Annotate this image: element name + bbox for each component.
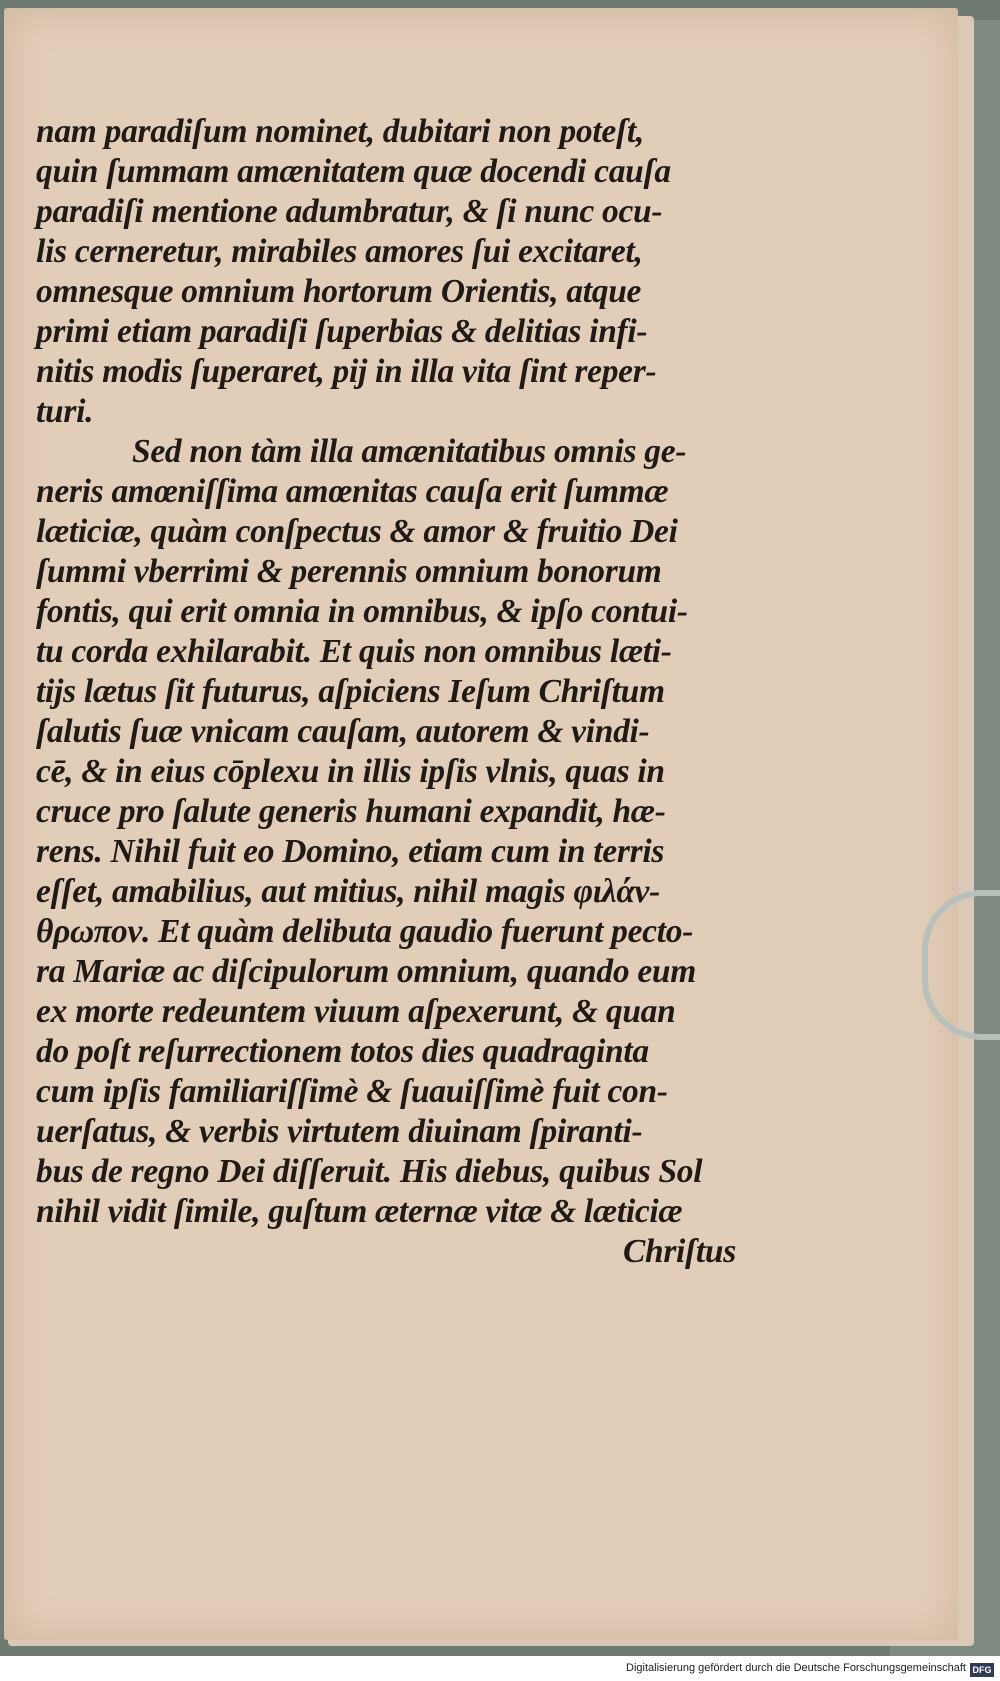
text-line: bus de regno Dei diſſeruit. His diebus, quibus Sol <box>36 1153 703 1190</box>
text-line: quin ſummam amænitatem quæ docendi cauſa <box>36 153 671 190</box>
text-line: uerſatus, & verbis virtutem diuinam ſpiranti- <box>36 1113 643 1150</box>
text-line: Sed non tàm illa amænitatibus omnis ge- <box>132 433 687 470</box>
text-line: cruce pro ſalute generis humani expandit, hæ- <box>36 793 666 830</box>
text-line: tijs lætus ſit futurus, aſpiciens Ieſum Chriſtum <box>36 673 665 710</box>
text-line: ſalutis ſuæ vnicam cauſam, autorem & vindi- <box>36 713 650 750</box>
text-line: rens. Nihil fuit eo Domino, etiam cum in terris <box>36 833 665 870</box>
text-line: ex morte redeuntem viuum aſpexerunt, & quan <box>36 993 676 1030</box>
text-line: cum ipſis familiariſſimè & ſuauiſſimè fuit con- <box>36 1073 668 1110</box>
catchword: Chriſtus <box>622 1233 736 1270</box>
text-line: do poſt reſurrectionem totos dies quadraginta <box>36 1033 649 1070</box>
text-line: læticiæ, quàm conſpectus & amor & fruitio Dei <box>36 513 678 550</box>
text-line: θρωπον. Et quàm delibuta gaudio fuerunt pecto- <box>36 913 694 950</box>
text-line: ra Mariæ ac diſcipulorum omnium, quando eum <box>36 953 697 990</box>
text-line: nihil vidit ſimile, guſtum æternæ vitæ & læticiæ <box>36 1193 683 1230</box>
text-line: lis cerneretur, mirabiles amores ſui excitaret, <box>36 233 643 270</box>
text-line: nitis modis ſuperaret, pij in illa vita ſint reper- <box>36 353 657 390</box>
text-line: eſſet, amabilius, aut mitius, nihil magis φιλάν- <box>36 873 660 910</box>
text-line: primi etiam paradiſi ſuperbias & delitias infi- <box>36 313 648 350</box>
text-line: fontis, qui erit omnia in omnibus, & ipſo contui- <box>36 593 688 630</box>
text-line: ſummi vberrimi & perennis omnium bonorum <box>36 553 662 590</box>
page-text <box>36 112 736 1272</box>
text-line: neris amœniſſima amœnitas cauſa erit ſummæ <box>36 473 669 510</box>
funding-credit: Digitalisierung gefördert durch die Deutsche Forschungsgemeinschaft <box>626 1662 966 1674</box>
text-line: paradiſi mentione adumbratur, & ſi nunc ocu- <box>36 193 663 230</box>
text-line: turi. <box>36 393 94 430</box>
dfg-logo: DFG <box>970 1663 994 1677</box>
text-line: nam paradiſum nominet, dubitari non poteſt, <box>36 113 644 150</box>
text-line: tu corda exhilarabit. Et quis non omnibus læti- <box>36 633 672 670</box>
footer-bar <box>0 1660 1000 1681</box>
text-line: cē, & in eius cōplexu in illis ipſis vlnis, quas in <box>36 753 665 790</box>
text-line: omnesque omnium hortorum Orientis, atque <box>36 273 642 310</box>
